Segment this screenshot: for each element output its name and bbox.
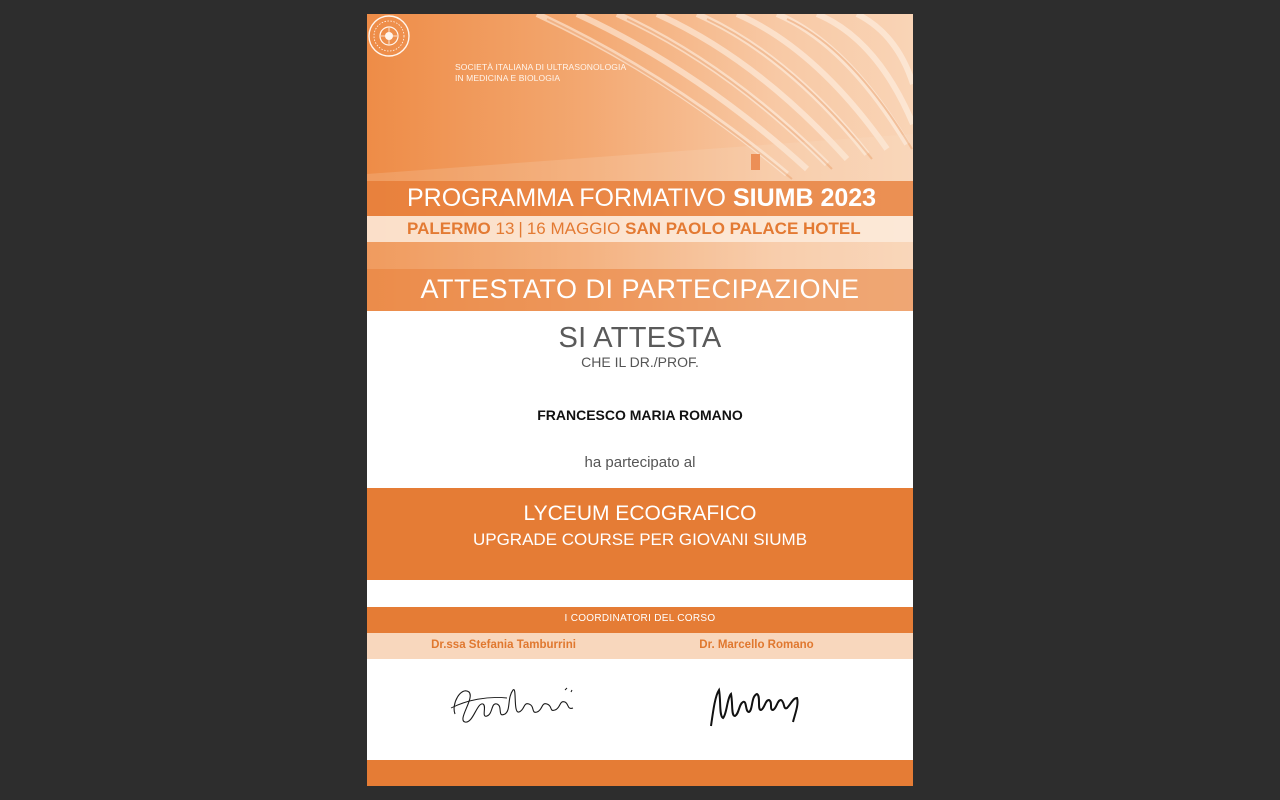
event-day-start: 13: [495, 219, 515, 238]
course-subtitle: UPGRADE COURSE PER GIOVANI SIUMB: [472, 530, 808, 549]
coordinator-name-1: Dr.ssa Stefania Tamburrini: [431, 639, 576, 651]
society-line-1: SOCIETÀ ITALIANA DI ULTRASONOLOGIA: [455, 62, 627, 72]
coordinator-name-2: Dr. Marcello Romano: [699, 639, 814, 651]
signature-right-icon: [705, 676, 805, 732]
date-separator: |: [518, 219, 523, 238]
coordinators-label: I COORDINATORI DEL CORSO: [564, 613, 716, 624]
recipient-name: FRANCESCO MARIA ROMANO: [537, 407, 743, 423]
certificate-page: [367, 14, 913, 786]
footer-band: [367, 760, 913, 786]
program-title-prefix: PROGRAMMA FORMATIVO: [407, 184, 733, 212]
event-venue: SAN PAOLO PALACE HOTEL: [625, 219, 861, 238]
event-day-end: 16: [526, 219, 546, 238]
program-title: [407, 183, 876, 213]
participated-text: ha partecipato al: [584, 454, 696, 471]
course-title: LYCEUM ECOGRAFICO: [523, 502, 757, 525]
si-attesta-heading: SI ATTESTA: [558, 322, 722, 354]
event-city: PALERMO: [407, 219, 491, 238]
society-name: [455, 62, 626, 84]
program-title-bold: SIUMB 2023: [732, 184, 877, 212]
signature-left-icon: [447, 674, 577, 730]
siumb-logo-icon: [367, 14, 411, 58]
header-architecture-image: [367, 14, 913, 311]
che-il-subheading: CHE IL DR./PROF.: [581, 354, 699, 370]
event-month: MAGGIO: [550, 219, 621, 238]
certificate-title: ATTESTATO DI PARTECIPAZIONE: [420, 274, 860, 304]
event-place-line: [407, 217, 861, 241]
society-line-2: IN MEDICINA E BIOLOGIA: [455, 73, 561, 83]
corridor-arches-graphic: [367, 14, 913, 311]
